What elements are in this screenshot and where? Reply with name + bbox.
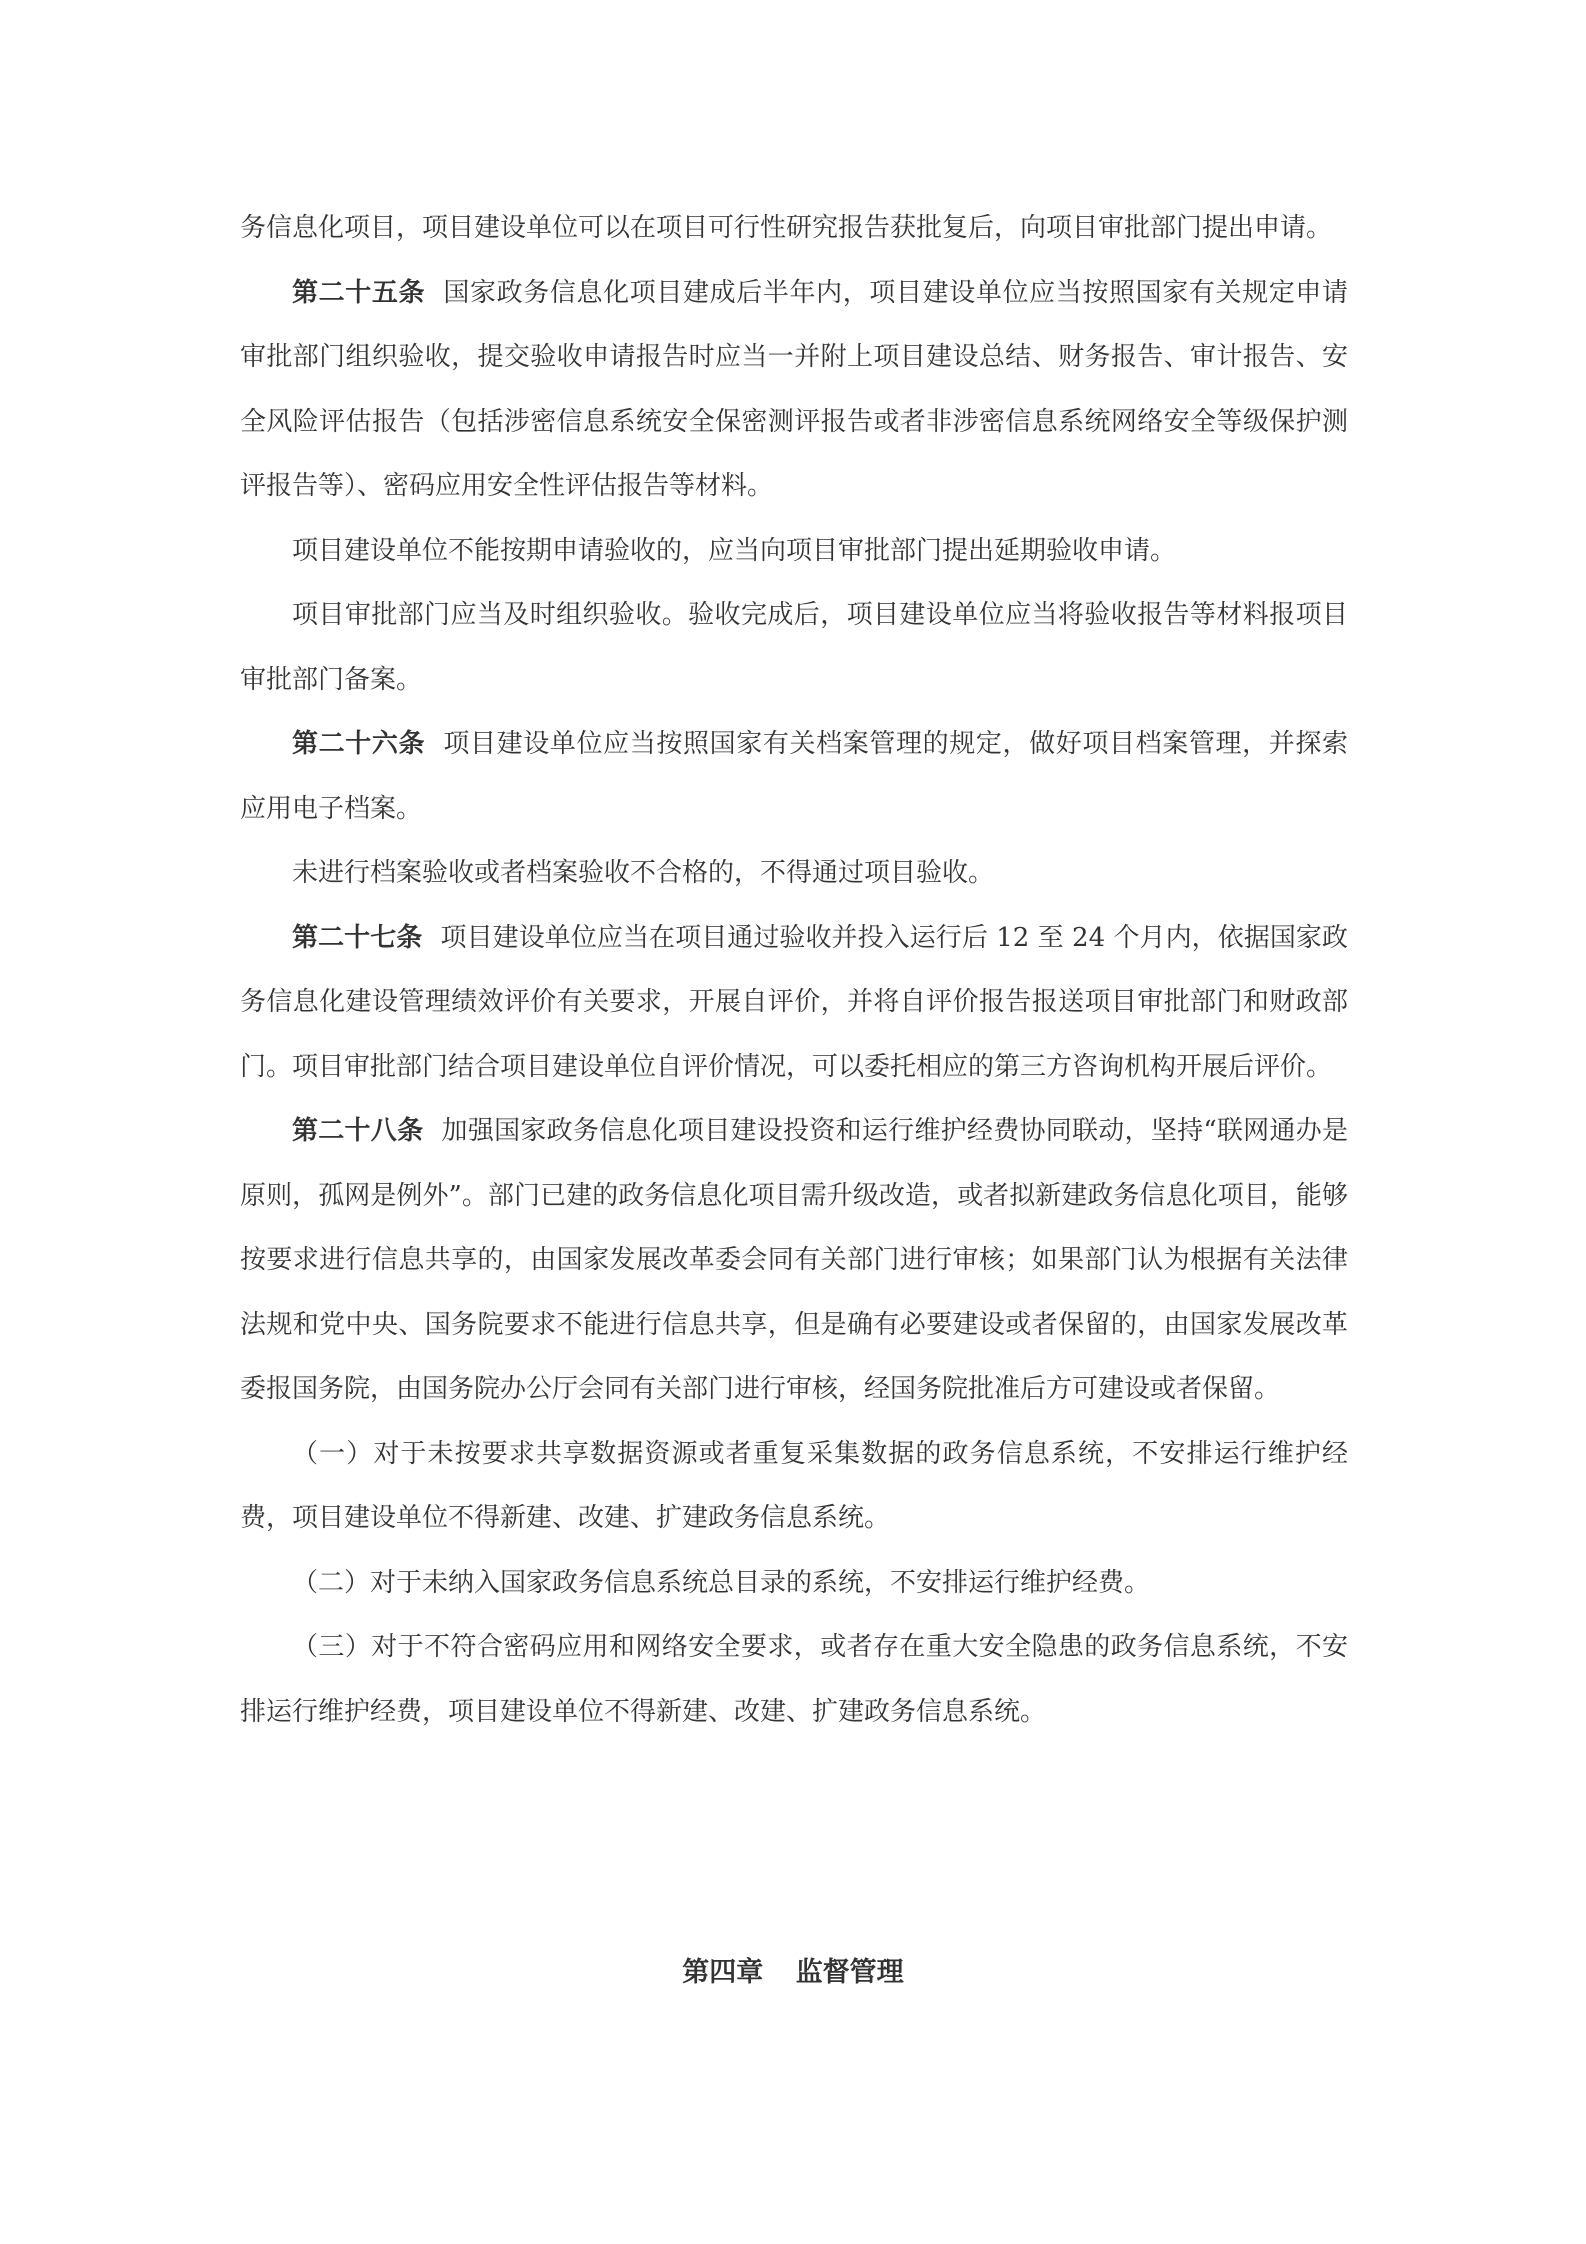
paragraph-text: 加强国家政务信息化项目建设投资和运行维护经费协同联动，坚持“联网通办是原则，孤网是例外”。部门已建的政务信息化项目需升级改造，或者拟新建政务信息化项目，能够按要求进行信息共享的，由国家发展改革委会同有关部门进行审核；如果部门认为根据有关法律法规和党中央、国务院要求不能进行信息共享，但是确有必要建设或者保留的，由国家发展改革委报国务院，由国务院办公厅会同有关部门进行审核，经国务院批准后方可建设或者保留。 xyxy=(240,1116,1348,1404)
paragraph xyxy=(240,519,1348,584)
chapter-heading xyxy=(0,1950,1586,1989)
paragraph-continuation xyxy=(240,196,1348,261)
list-item-2 xyxy=(240,1551,1348,1616)
article-27 xyxy=(240,906,1348,1100)
paragraph-text: （一）对于未按要求共享数据资源或者重复采集数据的政务信息系统，不安排运行维护经费，项目建设单位不得新建、改建、扩建政务信息系统。 xyxy=(240,1438,1348,1533)
article-28 xyxy=(240,1099,1348,1422)
paragraph-text: 项目建设单位不能按期申请验收的，应当向项目审批部门提出延期验收申请。 xyxy=(292,535,1177,566)
document-body xyxy=(240,196,1348,1744)
paragraph-text: 未进行档案验收或者档案验收不合格的，不得通过项目验收。 xyxy=(292,858,995,888)
article-number: 第二十五条 xyxy=(292,277,426,308)
paragraph-text: 项目审批部门应当及时组织验收。验收完成后，项目建设单位应当将验收报告等材料报项目审批部门备案。 xyxy=(240,600,1348,695)
paragraph-text: （二）对于未纳入国家政务信息系统总目录的系统，不安排运行维护经费。 xyxy=(292,1567,1151,1598)
paragraph xyxy=(240,583,1348,712)
paragraph-text: 项目建设单位应当按照国家有关档案管理的规定，做好项目档案管理，并探索应用电子档案。 xyxy=(240,729,1348,824)
list-item-1 xyxy=(240,1422,1348,1551)
list-item-3 xyxy=(240,1615,1348,1744)
article-26 xyxy=(240,712,1348,841)
paragraph-text: 国家政务信息化项目建成后半年内，项目建设单位应当按照国家有关规定申请审批部门组织验收，提交验收申请报告时应当一并附上项目建设总结、财务报告、审计报告、安全风险评估报告（包括涉密信息系统安全保密测评报告或者非涉密信息系统网络安全等级保护测评报告等）、密码应用安全性评估报告等材料。 xyxy=(240,277,1348,501)
paragraph xyxy=(240,841,1348,906)
paragraph-text: （三）对于不符合密码应用和网络安全要求，或者存在重大安全隐患的政务信息系统，不安排运行维护经费，项目建设单位不得新建、改建、扩建政务信息系统。 xyxy=(240,1632,1348,1727)
paragraph-text: 项目建设单位应当在项目通过验收并投入运行后 12 至 24 个月内，依据国家政务信息化建设管理绩效评价有关要求，开展自评价，并将自评价报告报送项目审批部门和财政部门。项目审批部门结合项目建设单位自评价情况，可以委托相应的第三方咨询机构开展后评价。 xyxy=(240,922,1348,1082)
chapter-number: 第四章 xyxy=(682,1957,764,1988)
article-number: 第二十八条 xyxy=(292,1116,424,1146)
article-number: 第二十七条 xyxy=(292,922,423,953)
article-number: 第二十六条 xyxy=(292,729,426,759)
article-25 xyxy=(240,261,1348,519)
paragraph-text: 务信息化项目，项目建设单位可以在项目可行性研究报告获批复后，向项目审批部门提出申请。 xyxy=(240,213,1333,243)
chapter-title: 监督管理 xyxy=(795,1957,904,1988)
